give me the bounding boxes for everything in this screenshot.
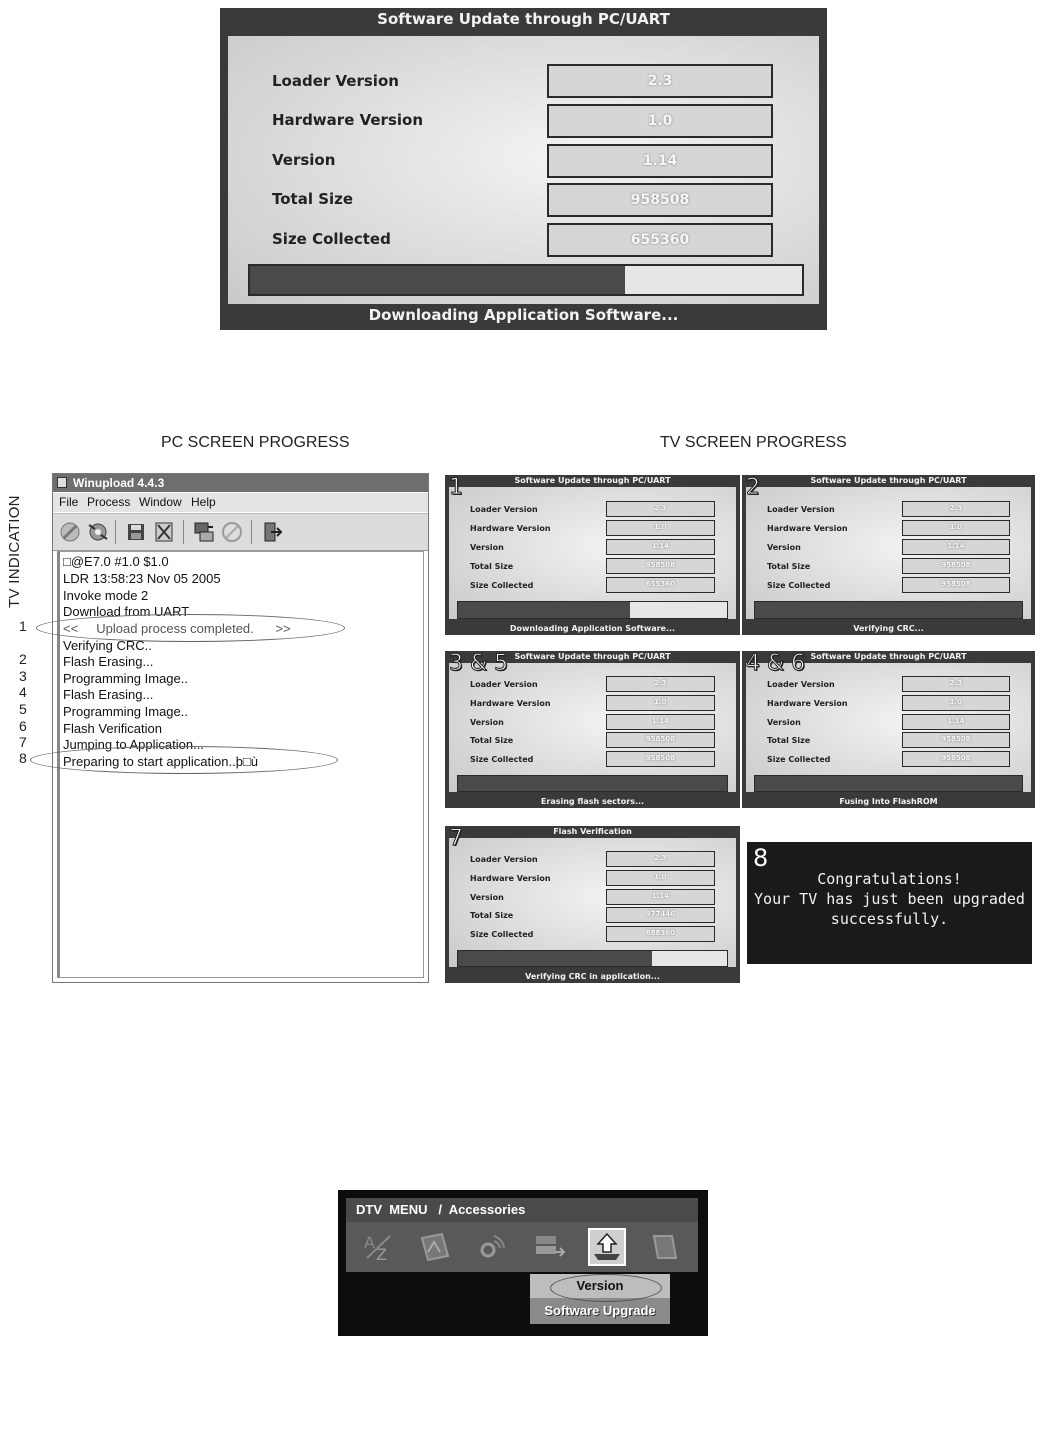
small-progress-bar <box>754 601 1023 619</box>
log-line: Download from UART <box>63 604 190 619</box>
top-row-value: 1.14 <box>547 144 773 178</box>
small-tv-screen <box>742 651 1035 808</box>
menu-help[interactable]: Help <box>191 495 216 509</box>
congratulations-screen <box>747 842 1032 964</box>
toolbar-separator <box>251 520 252 544</box>
small-row-label: Hardware Version <box>470 874 551 884</box>
log-line: □@E7.0 #1.0 $1.0 <box>63 554 169 569</box>
small-row-label: Total Size <box>767 736 811 746</box>
log-line-preparing: Preparing to start application..þ□ù <box>63 754 259 769</box>
top-tv-status: Downloading Application Software... <box>368 306 679 324</box>
menu-window[interactable]: Window <box>139 495 182 509</box>
log-line: Flash Erasing... <box>63 687 154 702</box>
highlight-oval <box>30 746 338 774</box>
log-line: LDR 13:58:23 Nov 05 2005 <box>63 571 221 586</box>
log-line: Invoke mode 2 <box>63 588 149 603</box>
small-row-label: Total Size <box>470 911 514 921</box>
small-tv-screen <box>445 475 740 635</box>
indication-number: 3 <box>19 668 27 684</box>
indication-number: 4 <box>19 684 27 700</box>
dtv-breadcrumb: DTV MENU / Accessories <box>346 1198 698 1222</box>
small-row-value: 688360 <box>606 926 715 942</box>
transfer-icon[interactable] <box>191 519 217 545</box>
log-line: Jumping to Application... <box>63 737 204 752</box>
save-icon[interactable] <box>123 519 149 545</box>
highlight-oval <box>36 614 345 642</box>
connect-icon[interactable] <box>57 519 83 545</box>
screen-badge: 4 & 6 <box>746 651 806 676</box>
picture-icon[interactable] <box>418 1230 452 1264</box>
small-row-value: 1.14 <box>606 714 715 730</box>
small-row-label: Hardware Version <box>767 699 848 709</box>
small-row-value: 1.14 <box>606 889 715 905</box>
small-row-value: 958508 <box>606 558 715 574</box>
small-row-label: Hardware Version <box>470 524 551 533</box>
small-tv-title: Flash Verification <box>553 827 632 836</box>
small-row-value: 1.14 <box>902 714 1010 730</box>
toolbar-separator <box>115 520 116 544</box>
small-progress-bar <box>457 950 728 967</box>
svg-text:Z: Z <box>376 1245 387 1264</box>
menu-bar <box>53 493 428 512</box>
small-row-label: Size Collected <box>767 755 831 764</box>
menu-item-version[interactable]: Version <box>530 1274 670 1298</box>
small-progress-fill <box>755 602 1022 618</box>
winupload-window <box>52 473 429 983</box>
small-tv-status: Erasing flash sectors... <box>540 797 645 806</box>
small-row-value: 2.3 <box>902 501 1010 517</box>
indication-number: 6 <box>19 718 27 734</box>
small-row-label: Size Collected <box>470 755 534 764</box>
small-tv-screen <box>445 826 740 983</box>
small-tv-title: Software Update through PC/UART <box>514 476 671 485</box>
stop-icon[interactable] <box>219 519 245 545</box>
small-row-value: 1.0 <box>606 870 715 886</box>
small-row-label: Loader Version <box>767 505 835 514</box>
small-row-value: 977446 <box>606 907 715 923</box>
small-row-label: Hardware Version <box>470 699 551 709</box>
small-row-label: Hardware Version <box>767 524 848 533</box>
small-row-value: 2.3 <box>902 676 1010 692</box>
small-tv-status: Verifying CRC... <box>853 624 924 633</box>
indication-number: 1 <box>19 618 27 634</box>
top-row-value: 655360 <box>547 223 773 257</box>
small-tv-status: Verifying CRC in application... <box>525 972 660 981</box>
small-row-label: Version <box>767 717 801 727</box>
clear-icon[interactable] <box>151 519 177 545</box>
small-row-label: Size Collected <box>470 930 534 939</box>
window-titlebar[interactable] <box>53 474 428 492</box>
small-row-value: 1.0 <box>902 520 1010 536</box>
language-icon[interactable] <box>362 1230 396 1264</box>
small-row-value: 2.3 <box>606 501 715 517</box>
screen-badge: 8 <box>753 844 769 872</box>
small-row-label: Total Size <box>470 562 514 571</box>
small-progress-bar <box>457 601 728 619</box>
congrats-line-2: Your TV has just been upgraded <box>754 890 1025 908</box>
tv-screen-progress-heading: TV SCREEN PROGRESS <box>660 434 847 451</box>
small-row-value: 958508 <box>606 751 715 767</box>
top-progress-bar <box>248 264 804 296</box>
top-row-label: Loader Version <box>272 72 399 90</box>
small-row-label: Size Collected <box>767 581 831 590</box>
small-tv-status: Fusing Into FlashROM <box>839 797 938 806</box>
dtv-menu-screen <box>338 1190 708 1336</box>
small-progress-bar <box>754 775 1023 792</box>
settings-icon[interactable] <box>85 519 111 545</box>
top-row-label: Size Collected <box>272 230 391 248</box>
small-row-label: Loader Version <box>767 680 835 690</box>
small-row-value: 958508 <box>902 558 1010 574</box>
small-row-label: Version <box>767 543 801 552</box>
menu-file[interactable]: File <box>59 495 79 509</box>
small-progress-fill <box>458 602 630 618</box>
small-row-value: 655360 <box>606 577 715 593</box>
small-row-label: Version <box>470 717 504 727</box>
small-progress-fill <box>755 776 1022 791</box>
small-tv-title: Software Update through PC/UART <box>810 652 967 661</box>
menu-process[interactable]: Process <box>87 495 131 509</box>
top-row-label: Version <box>272 151 336 169</box>
small-tv-screen <box>742 475 1035 635</box>
small-row-value: 2.3 <box>606 851 715 867</box>
source-icon[interactable] <box>532 1230 566 1264</box>
small-row-label: Total Size <box>470 736 514 746</box>
top-row-value: 2.3 <box>547 64 773 98</box>
small-tv-title: Software Update through PC/UART <box>514 652 671 661</box>
top-progress-fill <box>250 266 625 294</box>
small-row-value: 958508 <box>902 751 1010 767</box>
blank-icon[interactable] <box>648 1230 682 1264</box>
indication-number: 7 <box>19 734 27 750</box>
congrats-line-1: Congratulations! <box>817 870 962 888</box>
small-progress-fill <box>458 776 727 791</box>
log-line-upload-completed: << Upload process completed. >> <box>63 621 291 636</box>
small-progress-fill <box>458 951 652 966</box>
small-row-value: 1.0 <box>902 695 1010 711</box>
top-row-label: Hardware Version <box>272 111 423 129</box>
dtv-icon-bar <box>346 1222 698 1272</box>
small-row-label: Version <box>470 892 504 902</box>
small-row-value: 2.3 <box>606 676 715 692</box>
small-row-label: Loader Version <box>470 855 538 865</box>
small-row-value: 958508 <box>606 732 715 748</box>
top-row-label: Total Size <box>272 190 354 208</box>
small-row-label: Total Size <box>767 562 811 571</box>
small-row-label: Version <box>470 543 504 552</box>
exit-icon[interactable] <box>259 519 285 545</box>
app-icon <box>57 477 67 488</box>
small-tv-status: Downloading Application Software... <box>509 624 676 633</box>
small-row-value: 958508 <box>902 577 1010 593</box>
indication-number: 2 <box>19 651 27 667</box>
small-progress-bar <box>457 775 728 792</box>
small-tv-title: Software Update through PC/UART <box>810 476 967 485</box>
log-line: Programming Image.. <box>63 704 188 719</box>
signal-icon[interactable] <box>474 1230 508 1264</box>
top-row-value: 958508 <box>547 183 773 217</box>
small-row-value: 1.14 <box>606 539 715 555</box>
small-row-value: 1.14 <box>902 539 1010 555</box>
indication-number: 5 <box>19 701 27 717</box>
small-row-label: Loader Version <box>470 680 538 690</box>
small-row-label: Size Collected <box>470 581 534 590</box>
toolbar <box>53 513 428 551</box>
small-row-value: 1.0 <box>606 520 715 536</box>
top-tv-screen <box>220 8 827 330</box>
menu-item-software-upgrade[interactable]: Software Upgrade <box>530 1299 670 1322</box>
log-line: Verifying CRC.. <box>63 638 152 653</box>
small-row-label: Loader Version <box>470 505 538 514</box>
small-row-value: 958508 <box>902 732 1010 748</box>
screen-badge: 3 & 5 <box>449 651 509 676</box>
log-line: Programming Image.. <box>63 671 188 686</box>
highlight-oval <box>550 1274 662 1302</box>
screen-badge: 1 <box>449 475 463 500</box>
svg-text:A: A <box>364 1233 375 1252</box>
congrats-line-3: successfully. <box>830 910 949 928</box>
upgrade-icon[interactable] <box>588 1228 626 1266</box>
log-line: Flash Erasing... <box>63 654 154 669</box>
top-tv-title: Software Update through PC/UART <box>377 10 670 28</box>
small-tv-screen <box>445 651 740 808</box>
small-row-value: 1.0 <box>606 695 715 711</box>
tv-indication-heading: TV INDICATION <box>6 495 23 608</box>
window-title: Winupload 4.4.3 <box>73 476 165 490</box>
indication-number: 8 <box>19 750 27 766</box>
log-line: Flash Verification <box>63 721 162 736</box>
screen-badge: 7 <box>449 826 463 851</box>
pc-screen-progress-heading: PC SCREEN PROGRESS <box>161 434 350 451</box>
screen-badge: 2 <box>746 475 760 500</box>
toolbar-separator <box>183 520 184 544</box>
top-row-value: 1.0 <box>547 104 773 138</box>
